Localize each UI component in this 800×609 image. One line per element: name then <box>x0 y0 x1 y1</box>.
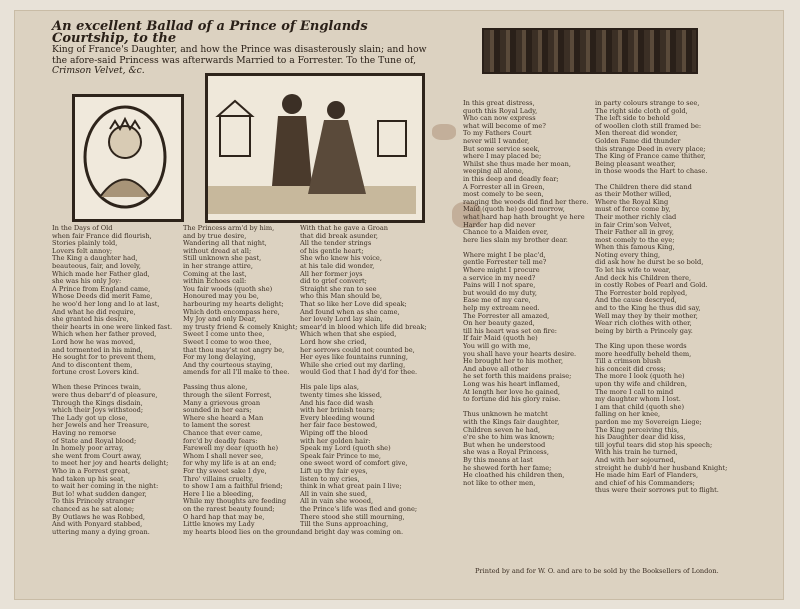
verse-column-3: With that he gave a Groan that did break asunder, All the tender strings of his gentle heart; She who knew his voice, at his tale did wonder, All her former joys did to grief convert; Straight she ran to see who this Man should be, That so like her Love did speak; And found when as she came, her lovely Lord lay slain, smear'd in blood which life did break; Which when that she espied, Lord how she cried, her sorrows could not counted be, Her eyes like fountains running, While she cried out my darling, would God that I had dy'd for thee. His pale lips alas, twenty times she kissed, And his face did wash with her brinish tears; Every bleeding wound her fair face bestowed, Wiping off the blood with her golden hair: Speak my Lord (quoth she) Speak fair Prince to me, one sweet word of comfort give, Lift up thy fair eyes, listen to my cries, think in what great pain I live; All in vain she sued, All in vain she wooed, the Prince's life was fled and gone; There stood she still mourning, Till the Suns approaching, and bright day was coming on. <box>300 224 427 536</box>
verse-column-4: In this great distress, quoth this Royal Lady, Who can now express what will become of me? To my Fathers Court never will I wander, But some service seek, where I may placed be; Whilst she thus made her moan, weeping all alone, in this deep and deadly fear; A Forrester all in Green, most comely to be seen, ranging the woods did find her there. Maid (quoth he) good morrow, what hard hap hath brought ye here Harder hap did never Chance to a Maiden ever, here lies slain my brother dear. Where might I be plac'd, gentle Forrester tell me? Where might I procure a service in my need? Pains will I not spare, but would do my duty, Ease me of my care, help my extream need. The Forrester all amazed, On her beauty gazed, till his heart was set on fire: If fair Maid (quoth he) You will go with me, you shall have your hearts desire. He brought her to his mother, And above all other he set forth this maidens praise; Long was his heart inflamed, At length her love he gained, to fortune did his glory raise. Thus unknown he matcht with the Kings fair daughter, Children seven he had, e're she to him was known; But when he understood she was a Royal Princess, By this means at last he shewed forth her fame; He cloathed his children then, not like to other men, <box>463 99 589 487</box>
decorative-ornament-block <box>482 28 698 74</box>
portrait-woodcut <box>72 94 184 222</box>
couple-woodcut <box>205 73 425 223</box>
verse-column-5: in party colours strange to see, The right side cloth of gold, The left side to behold of woollen cloth still framed be: Men thereat did wonder, Golden Fame did thunder this strange Deed in every place; The King of France came thither, Being pleasant weather, in those woods the Hart to chase. The Children there did stand as their Mother willed, Where the Royal King must of force come by, Their mother richly clad in fair Crim'son Velvet, Their Father all in grey, most comely to the eye; When this famous King, Noting every thing, did ask how he durst be so bold, To let his wife to wear, And deck his Children there, in costly Robes of Pearl and Gold. The Forrester bold replyed, And the cause descryed, and to the King he thus did say, Well may they by their mother, Wear rich clothes with other, being by birth a Princely gay. The King upon these words more heedfully beheld them, Till a crimson blush his conceit did cross; The more I look (quoth he) upon thy wife and children, The more I call to mind my daughter whom I lost. I am that child (quoth she) falling on her knee, pardon me my Sovereign Liege; The King perceiving this, his Daughter dear did kiss, till joyful tears did stop his speech; With his train he turned, And with her sojourned, streight he dubb'd her husband Knight; He made him Earl of Flanders, and chief of his Commanders; thus were their sorrows put to flight. <box>595 99 728 495</box>
title-main: An excellent Ballad of a Prince of Englands Courtship, to the <box>52 19 368 46</box>
ballad-title <box>52 19 442 77</box>
tune-name: Crimson Velvet, &c. <box>52 65 145 76</box>
verse-column-2: The Princess arm'd by him, and by true desire, Wandering all that night, without dread at all; Still unknown she past, in her strange attire, Coming at the last, within Echoes call: You fair woods (quoth she) Honoured may you be, harbouring my hearts delight; Which doth encompass here, My Joy and only Dear, my trusty friend & comely Knight; Sweet I come unto thee, Sweet I come to woo thee, that thou may'st not angry be, For my long delaying, And thy courteous staying, amends for all I'll make to thee. Passing thus alone, through the silent Forrest, Many a grievous groan sounded in her ears; Where she heard a Man to lament the sorest Chance that ever came, forc'd by deadly fears: Farewell my dear (quoth he) Whom I shall never see, for why my life is at an end; For thy sweet sake I dye, Thro' villains cruelty, to show I am a faithful friend; Here I lie a bleeding, While my thoughts are feeding on the rarest beauty found; O hard hap that may be, Little knows my Lady my hearts blood lies on the ground. <box>183 224 302 536</box>
printer-imprint: Printed by and for W. O. and are to be sold by the Booksellers of London. <box>475 567 719 575</box>
verse-column-1: In the Days of Old when fair France did flourish, Stories plainly told, Lovers felt annoy; The King a daughter had, beauteous, fair, and lovely, Which made her Father glad, she was his only Joy: A Prince from England came, Whose Deeds did merit Fame, he woo'd her long and lo at last, And what he did require, she granted his desire, their hearts in one were linked fast. Which when her father proved, Lord how he was moved, and tormented in his mind, He sought for to prevent them, And to discontent them, fortune crost Lovers kind. When these Princes twain, were thus debarr'd of pleasure, Through the Kings disdain, which their Joys withstood; The Lady got up close, her Jewels and her Treasure, Having no remorse of State and Royal blood; In homely poor array, she went from Court away, to meet her joy and hearts delight; Who in a Forrest great, had taken up his seat, to wait her coming in the night: But lo! what sudden danger, To this Princely stranger chanced as he sat alone; By Outlaws he was Robbed, And with Ponyard stabbed, uttering many a dying groan. <box>52 224 173 536</box>
title-subtitle: King of France's Daughter, and how the Prince was disasterously slain; and how the afore-said Princess was afterwards Married to a Forrester. To the Tune of, <box>52 44 427 66</box>
paper-stain <box>432 124 456 140</box>
